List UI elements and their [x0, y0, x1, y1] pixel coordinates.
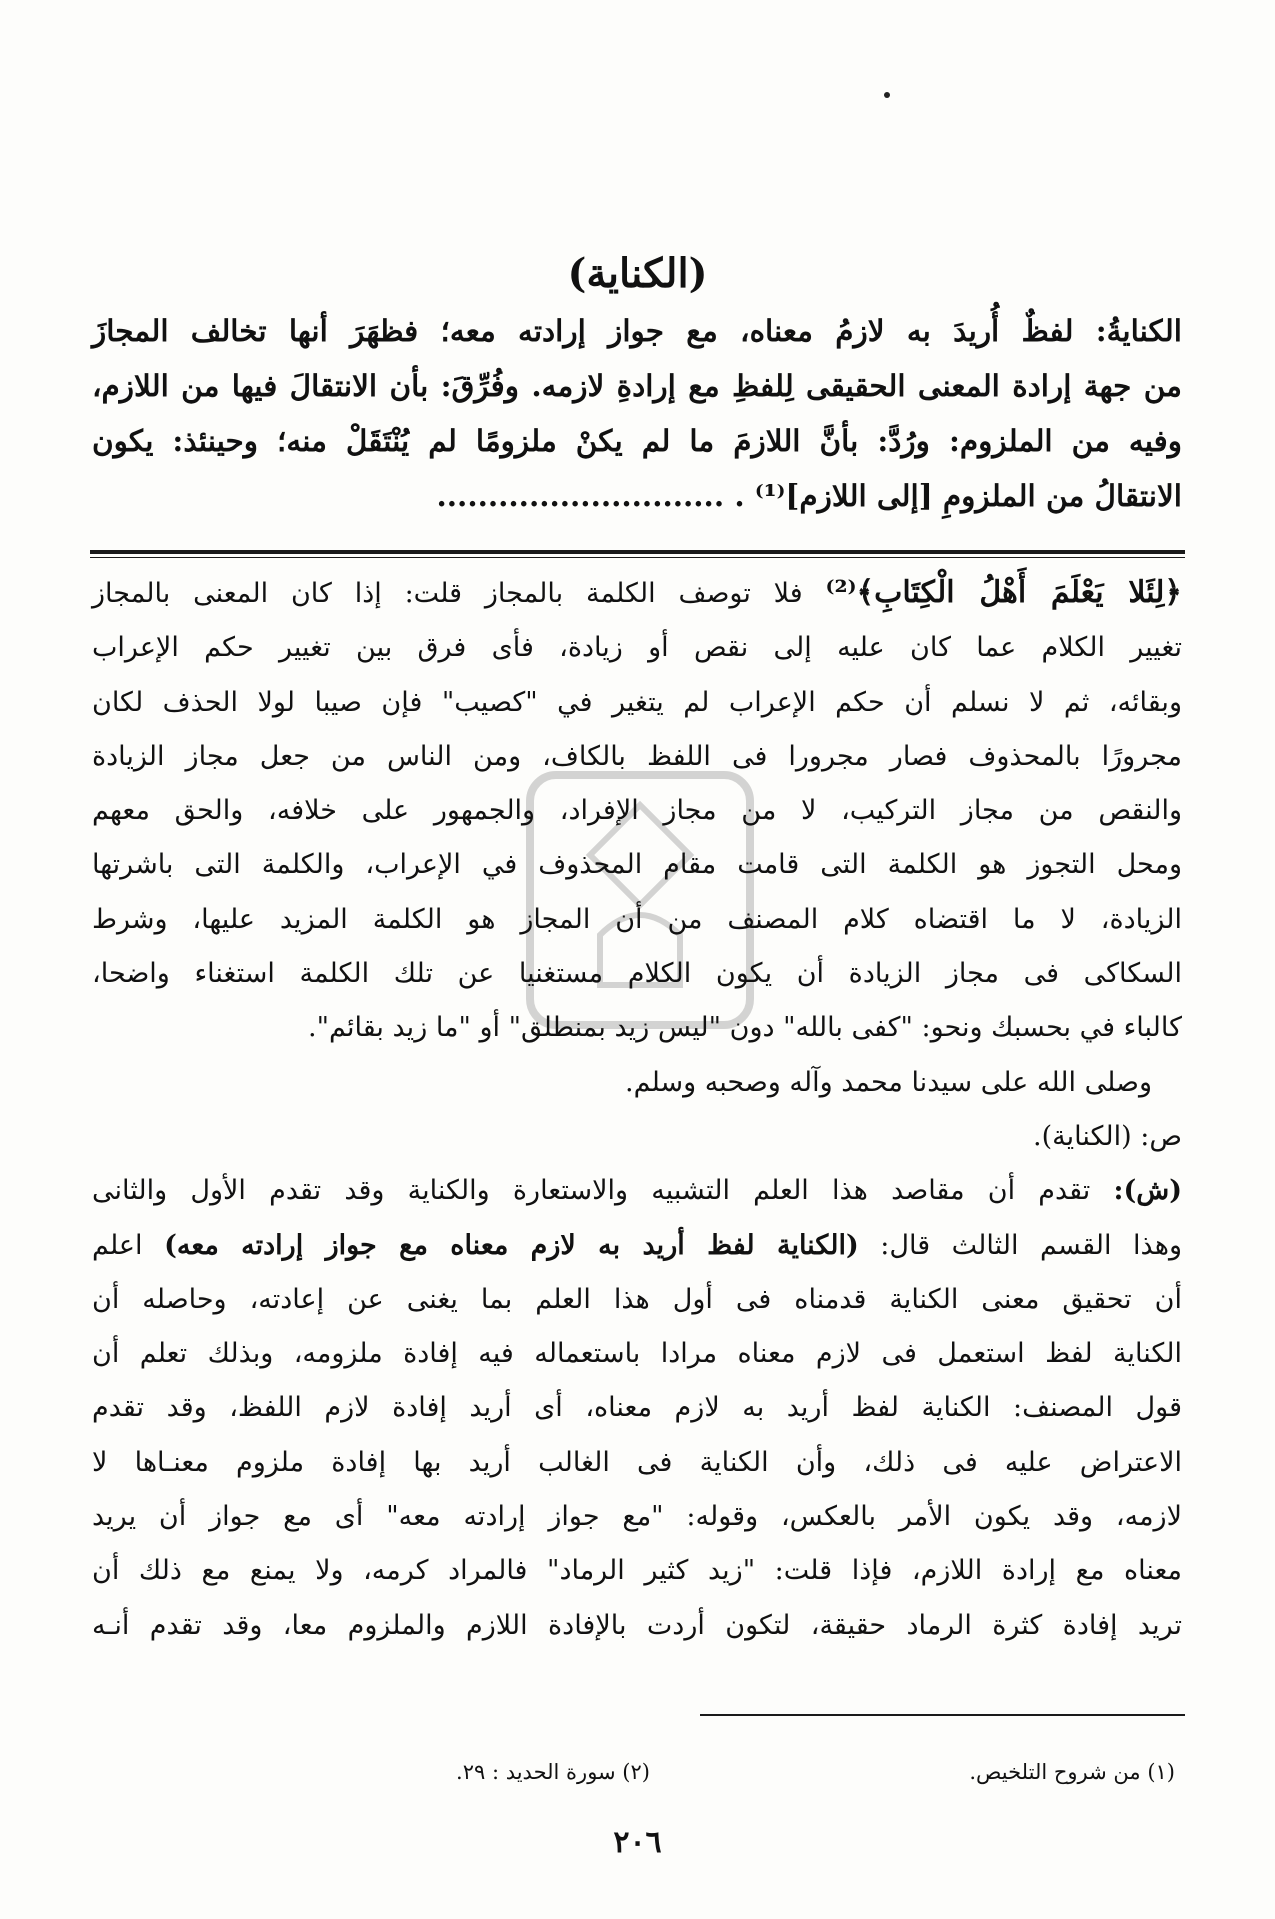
- footnote-2: (٢) سورة الحديد : ٢٩.: [456, 1760, 650, 1784]
- main-text-line: من جهة إرادة المعنى الحقيقى لِلفظِ مع إرادةِ لازمه. وفُرِّقَ: بأن الانتقالَ فيها من اللازم،: [92, 368, 1182, 403]
- commentary-line: أن تحقيق معنى الكناية قدمناه فى أول هذا العلم بما يغنى عن إعادته، وحاصله أن: [92, 1283, 1182, 1315]
- commentary-line: مجرورًا بالمحذوف فصار مجرورا فى اللفظ بالكاف، ومن الناس من جعل مجاز الزيادة: [92, 740, 1182, 772]
- commentary-line-pre: وهذا القسم الثالث قال:: [858, 1229, 1182, 1261]
- quoted-matn: (الكناية لفظ أريد به لازم معناه مع جواز إرادته معه): [164, 1229, 859, 1261]
- main-text-line: الكنايةُ: لفظٌ أُريدَ به لازمُ معناه، مع جواز إرادته معه؛ فظهَرَ أنها تخالف المجازَ: [92, 313, 1182, 348]
- commentary-line: لازمه، وقد يكون الأمر بالعكس، وقوله: "مع جواز إرادته معه" أى مع جواز أن يريد: [92, 1501, 1182, 1533]
- commentary-line: والنقص من مجاز التركيب، لا من مجاز الإفراد، والجمهور على خلافه، والحق معهم: [92, 795, 1182, 827]
- commentary-line: تريد إفادة كثرة الرماد حقيقة، لتكون أردت بالإفادة اللازم والملزوم معا، وقد تقدم أنـه: [92, 1609, 1182, 1641]
- commentary-line: ومحل التجوز هو الكلمة التى قامت مقام المحذوف في الإعراب، والكلمة التى باشرتها: [92, 849, 1182, 881]
- page-number: ٢٠٦: [613, 1825, 662, 1860]
- commentary-line: [92, 566, 1182, 621]
- section-divider-thick: [90, 550, 1185, 554]
- sad-heading: ص: (الكناية).: [1033, 1120, 1182, 1152]
- commentary-line-rest: تقدم أن مقاصد هذا العلم التشبيه والاستعارة والكناية وقد تقدم الأول والثانى: [92, 1175, 1114, 1207]
- salutation-line: وصلى الله على سيدنا محمد وآله وصحبه وسلم.: [625, 1066, 1152, 1098]
- commentary-line: [92, 1164, 1182, 1218]
- commentary-line: وبقائه، ثم لا نسلم أن حكم الإعراب لم يتغير في "كصيب" فإن صيبا لولا الحذف لكان: [92, 686, 1182, 718]
- commentary-line: كالباء في بحسبك ونحو: "كفى بالله" دون "ليس زيد بمنطلق" أو "ما زيد بقائم".: [308, 1012, 1182, 1044]
- commentary-line: معناه مع إرادة اللازم، فإذا قلت: "زيد كثير الرماد" فالمراد كرمه، ولا يمنع مع ذلك أن: [92, 1555, 1182, 1587]
- commentary-text: [92, 566, 1182, 1653]
- main-text: [92, 303, 1182, 523]
- commentary-line-rest: فلا توصف الكلمة بالمجاز قلت: إذا كان المعنى بالمجاز: [92, 578, 826, 609]
- commentary-line: قول المصنف: الكناية لفظ أريد به لازم معناه، أى أريد إفادة لازم اللفظ، وقد تقدم: [92, 1392, 1182, 1424]
- footnote-1: (١) من شروح التلخيص.: [969, 1760, 1175, 1784]
- section-divider-thin: [90, 557, 1185, 558]
- commentary-line: [92, 1219, 1182, 1273]
- footnote-divider: [700, 1714, 1185, 1716]
- sharh-label: (ش):: [1113, 1175, 1182, 1207]
- ink-speck: [884, 92, 890, 98]
- quran-verse: ﴿لِئَلا يَعْلَمَ أَهْلُ الْكِتَابِ﴾⁽²⁾: [825, 575, 1182, 610]
- commentary-line: الاعتراض عليه فى ذلك، وأن الكناية فى الغالب أريد بها إفادة ملزوم معنـاها لا: [92, 1446, 1182, 1478]
- main-text-line: الانتقالُ من الملزومِ [إلى اللازم]⁽¹⁾ . ............................: [436, 478, 1182, 513]
- commentary-line-post: اعلم: [92, 1229, 165, 1261]
- commentary-line: الكناية لفظ استعمل فى لازم معناه مرادا باستعماله فيه إفادة ملزومه، وبذلك تعلم أن: [92, 1338, 1182, 1370]
- commentary-line: الزيادة، لا ما اقتضاه كلام المصنف من أن المجاز هو الكلمة المزيد عليها، وشرط: [92, 903, 1182, 935]
- commentary-line: تغيير الكلام عما كان عليه إلى نقص أو زيادة، فأى فرق بين تغيير حكم الإعراب: [92, 632, 1182, 664]
- main-text-line: وفيه من الملزوم: ورُدَّ: بأنَّ اللازمَ ما لم يكنْ ملزومًا لم يُنْتَقَلْ منه؛ وحينئذ: يكون: [92, 423, 1182, 458]
- section-title: (الكناية): [567, 250, 708, 297]
- commentary-line: السكاكى فى مجاز الزيادة أن يكون الكلام مستغنيا عن تلك الكلمة استغناء واضحا،: [92, 958, 1182, 990]
